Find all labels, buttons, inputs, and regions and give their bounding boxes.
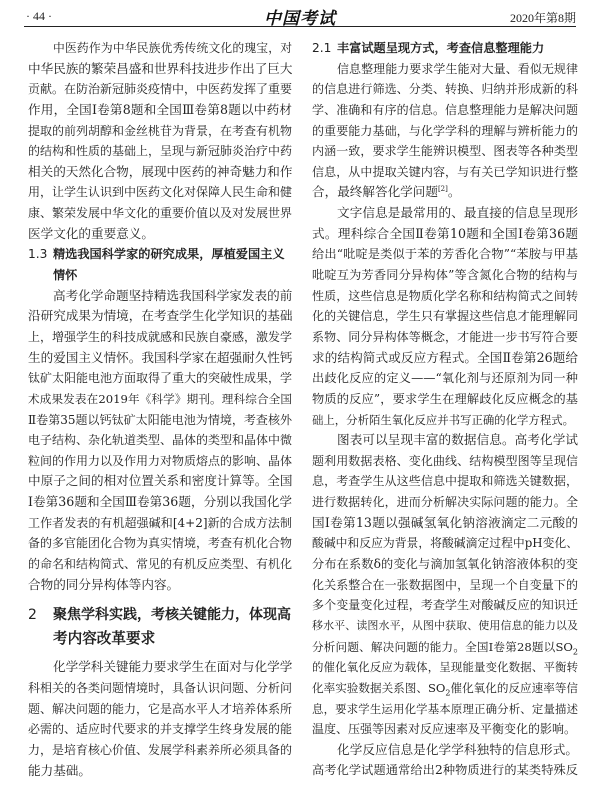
text-line: 合物的同分异构体等内容。	[28, 576, 180, 592]
text-line: 提取的前列胡醇和金丝桃苷为背景，在考查有机物	[28, 123, 292, 138]
text-line: 信息，从中提取关键内容，与有关已学知识进行整	[312, 164, 578, 179]
text-line: 术成果发表在2019年《科学》期刊。理科综合全国	[28, 391, 292, 406]
subscript: 2	[572, 646, 578, 656]
text-line: 给出“吡啶是类似于苯的芳香化合物”“苯胺与甲基	[312, 247, 578, 262]
text-line: 多个变量变化过程，考查学生对酸碱反应的知识迁	[312, 598, 578, 613]
text-line: 文字信息是最常用的、最直接的信息呈现形	[337, 205, 578, 221]
left-column	[28, 38, 292, 781]
text-line: 求的结构简式或反应方程式。全国Ⅱ卷第26题给	[312, 349, 578, 365]
paragraph-reaction-info	[312, 740, 578, 781]
text-line: 题、解决问题的能力，它是高水平人才培养体系所	[28, 701, 292, 716]
text-line: 化关系整合在一张数据图中，呈现一个自变量下的	[312, 577, 578, 592]
text-line: 钛矿太阳能电池方面取得了重大的突破性成果，学	[28, 371, 292, 386]
text-line: 式。理科综合全国Ⅱ卷第10题和全国Ⅰ卷第36题	[312, 225, 578, 241]
header-rule	[24, 26, 576, 27]
page-number: · 44 ·	[26, 9, 52, 23]
paragraph-key-abilities	[28, 657, 292, 781]
text-line: 国Ⅰ卷第13题以强碱氢氧化钠溶液滴定二元酸的	[312, 514, 578, 530]
right-column	[312, 38, 578, 781]
text-line: 进行数据转化，进而分析解决实际问题的能力。全	[312, 495, 578, 510]
text-line: 粒间的作用力以及作用力对物质熔点的影响、晶体	[28, 453, 292, 468]
subscript: 2	[445, 688, 451, 698]
text-line	[312, 637, 578, 658]
text-line: 医学文化的重要意义。	[28, 225, 154, 241]
section-title: 精选我国科学家的研究成果，厚植爱国主义	[53, 247, 285, 262]
text-line: 分布在系数δ的变化与滴加氢氧化钠溶液体积的变	[312, 557, 578, 572]
section-number: 2.1	[312, 41, 332, 55]
text-line: 的命名和结构简式、常见的有机反应类型、有机化	[28, 557, 292, 572]
text-line: 信息整理能力要求学生能对大量、看似无规律	[337, 61, 578, 76]
text-line: 高考化学命题坚持精选我国科学家发表的前	[53, 287, 292, 303]
text-line: 酸碱中和反应为背景，将酸碱滴定过程中pH变化、	[312, 536, 578, 551]
text-span: 。	[447, 184, 461, 200]
text-line: 贡献。在防治新冠肺炎疫情中，中医药发挥了重要	[28, 82, 292, 97]
text-line: 力，是培育核心价值、发展学科素养所必须具备的	[28, 742, 292, 757]
text-line: 题利用数据表格、变化曲线、结构模型图等呈现信	[312, 453, 578, 468]
text-line: 中医药作为中华民族优秀传统文化的瑰宝，对	[53, 41, 292, 55]
text-span: 催化氧化的反应速率等信	[450, 680, 578, 695]
text-line: 息，考查学生从这些信息中提取和筛选关键数据，	[312, 474, 578, 489]
text-line: 内涵一致，要求学生能辨识模型、图表等各种类型	[312, 144, 578, 159]
section-title-cont: 考内容改革要求	[53, 630, 156, 648]
text-line: 生的爱国主义情怀。我国科学家在超强耐久性钙	[28, 349, 292, 365]
text-line: 备的多官能团化合物为真实情境，考查有机化合物	[28, 536, 292, 551]
text-line: 性质，这些信息是物质化学名称和结构简式之间转	[312, 288, 578, 303]
text-line: 上，增强学生的科技成就感和民族自豪感，激发学	[28, 329, 292, 344]
text-line: 的结构和性质的基础上，呈现与新冠肺炎治疗中药	[28, 144, 292, 159]
text-line: 的信息进行筛选、分类、转换、归纳并形成新的科	[312, 82, 578, 97]
text-line: 移水平、读图水平，从图中获取、使用信息的能力以及	[312, 618, 578, 632]
text-line: 图表可以呈现丰富的数据信息。高考化学试	[337, 432, 578, 448]
paragraph-info-organization	[312, 59, 578, 203]
running-header	[0, 0, 600, 30]
paragraph-tcm	[28, 38, 292, 244]
text-line: 沿研究成果为情境，在考查学生化学知识的基础	[28, 308, 292, 324]
text-line: 工作者发表的有机超强碱和[4+2]新的合成方法制	[28, 515, 292, 530]
text-line: 电子结构、杂化轨道类型、晶体的类型和晶体中微	[28, 433, 292, 448]
text-line: 必需的、适应时代要求的并支撑学生终身发展的能	[28, 722, 292, 737]
text-span: 分析问题、解决问题的能力。全国Ⅰ卷第28题以SO	[312, 639, 573, 654]
paragraph-scientists	[28, 286, 292, 596]
text-span: 合，最终解答化学问题	[312, 184, 438, 200]
journal-logo: 中国考试	[264, 9, 336, 29]
text-line: 用，让学生认识到中医药文化对保障人民生命和健	[28, 185, 292, 200]
text-line: 中原子之间的相对位置关系和密度计算等。全国	[28, 473, 292, 489]
text-line: 能力基础。	[28, 762, 91, 778]
issue-label: 2020年第8期	[509, 11, 576, 25]
paragraph-text-info	[312, 203, 578, 430]
text-line: 学、准确和有序的信息。信息整理能力是解决问题	[312, 102, 578, 117]
text-line: 物质的反应”，要求学生在理解歧化反应概念的基	[312, 391, 578, 406]
section-heading-2	[28, 603, 292, 651]
section-number: 1.3	[28, 247, 48, 262]
text-line: 相关的天然化合物，展现中医药的神奇魅力和作	[28, 163, 292, 179]
text-line: 的重要能力基础，与化学学科的理解与辨析能力的	[312, 123, 578, 138]
citation-ref[interactable]: [2]	[437, 185, 448, 194]
text-line: 化学反应信息是化学学科独特的信息形式。	[337, 741, 578, 757]
text-line: 系物、同分异构体等概念，才能进一步书写符合要	[312, 329, 578, 344]
text-line	[312, 182, 578, 203]
text-line: 化的关键信息，学生只有掌握这些信息才能理解同	[312, 309, 578, 324]
text-line: 息，要求学生运用化学基本原理正确分析、定量描述	[312, 701, 578, 716]
text-line: 康、繁荣发展中华文化的重要价值以及对发展世界	[28, 206, 292, 221]
text-line: 作用，全国Ⅰ卷第8题和全国Ⅲ卷第8题以中药材	[28, 101, 292, 117]
text-line: 的催化氧化反应为载体，呈现能量变化数据、平衡转	[312, 660, 578, 675]
section-heading-1-3	[28, 244, 292, 285]
text-line: 出歧化反应的定义——“氧化剂与还原剂为同一种	[312, 371, 578, 386]
text-line: 科相关的各类问题情境时，具备认识问题、分析问	[28, 680, 292, 695]
text-span: 化率实验数据关系图、SO	[312, 680, 446, 695]
section-title: 丰富试题呈现方式，考查信息整理能力	[337, 41, 545, 55]
section-number: 2	[28, 607, 37, 624]
text-line: 础上，分析陌生氧化反应并书写正确的化学方程式。	[312, 412, 574, 427]
section-heading-2-1	[312, 38, 578, 59]
text-line: 中华民族的繁荣昌盛和世界科技进步作出了巨大	[28, 60, 292, 76]
text-line	[312, 678, 578, 699]
text-line: 吡啶互为芳香同分异构体”等含氮化合物的结构与	[312, 268, 578, 283]
section-title: 聚焦学科实践，考核关键能力，体现高	[53, 607, 291, 624]
text-line: 高考化学试题通常给出2种物质进行的某类特殊反	[312, 763, 578, 778]
paragraph-chart-info	[312, 430, 578, 740]
text-line: 化学学科关键能力要求学生在面对与化学学	[53, 659, 292, 675]
text-line: 温度、压强等因素对反应速率及平衡变化的影响。	[312, 722, 577, 737]
text-line: Ⅱ卷第35题以钙钛矿太阳能电池为情境，考查核外	[28, 412, 292, 427]
section-title-cont: 情怀	[53, 268, 78, 283]
text-line: Ⅰ卷第36题和全国Ⅲ卷第36题，分别以我国化学	[28, 494, 292, 510]
